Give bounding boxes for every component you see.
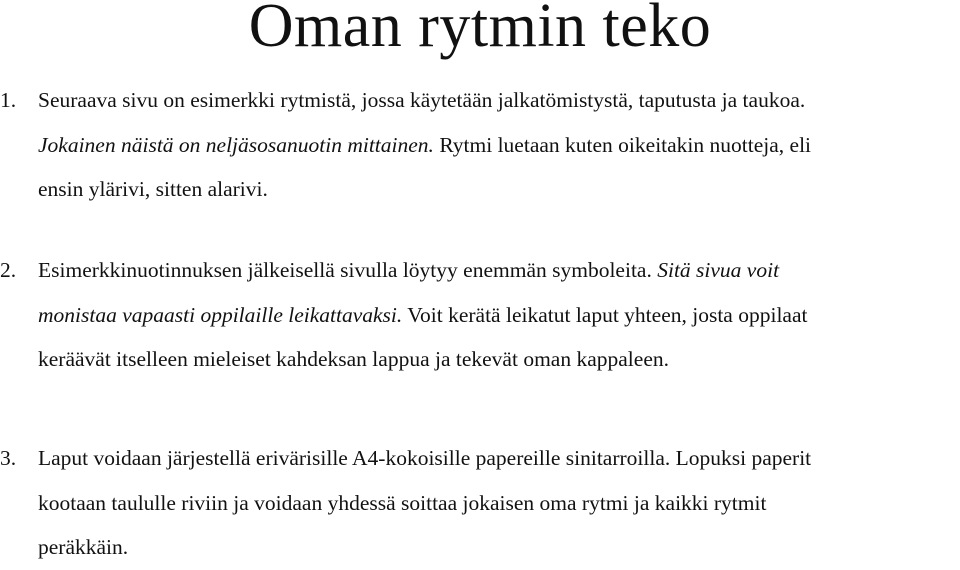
paragraph-line — [0, 248, 950, 293]
italic-text: monistaa vapaasti oppilaille leikattavaksi. — [38, 302, 403, 327]
page-title: Oman rytmin teko — [248, 0, 712, 60]
plain-text: Voit kerätä leikatut laput yhteen, josta oppilaat — [402, 302, 808, 327]
plain-text: Esimerkkinuotinnuksen jälkeisellä sivulla löytyy enemmän symboleita. — [38, 258, 658, 282]
list-number: 1. — [0, 88, 17, 112]
paragraph-line: kootaan taululle riviin ja voidaan yhdessä soittaa jokaisen oma rytmi ja kaikki rytmit — [38, 490, 767, 515]
italic-text: Jokainen näistä on neljäsosanuotin mittainen. — [38, 132, 434, 157]
list-item-1 — [0, 78, 950, 212]
list-number: 3. — [0, 446, 17, 470]
paragraph-line — [0, 293, 950, 338]
paragraph-line: peräkkäin. — [38, 535, 129, 559]
list-number: 2. — [0, 258, 17, 282]
italic-text: Sitä sivua voit — [657, 258, 780, 282]
plain-text: Rytmi luetaan kuten oikeitakin nuotteja, eli — [433, 132, 812, 157]
list-item-2 — [0, 248, 950, 382]
paragraph-line: Seuraava sivu on esimerkki rytmistä, jossa käytetään jalkatömistystä, taputusta ja taukoa. — [38, 88, 806, 112]
paragraph-line: Laput voidaan järjestellä erivärisille A4-kokoisille papereille sinitarroilla. Lopuksi paperit — [38, 446, 812, 470]
list-item-3 — [0, 436, 950, 570]
paragraph-line: ensin ylärivi, sitten alarivi. — [38, 177, 268, 201]
paragraph-line: keräävät itselleen mieleiset kahdeksan lappua ja tekevät oman kappaleen. — [38, 347, 669, 371]
paragraph-line — [0, 123, 950, 168]
